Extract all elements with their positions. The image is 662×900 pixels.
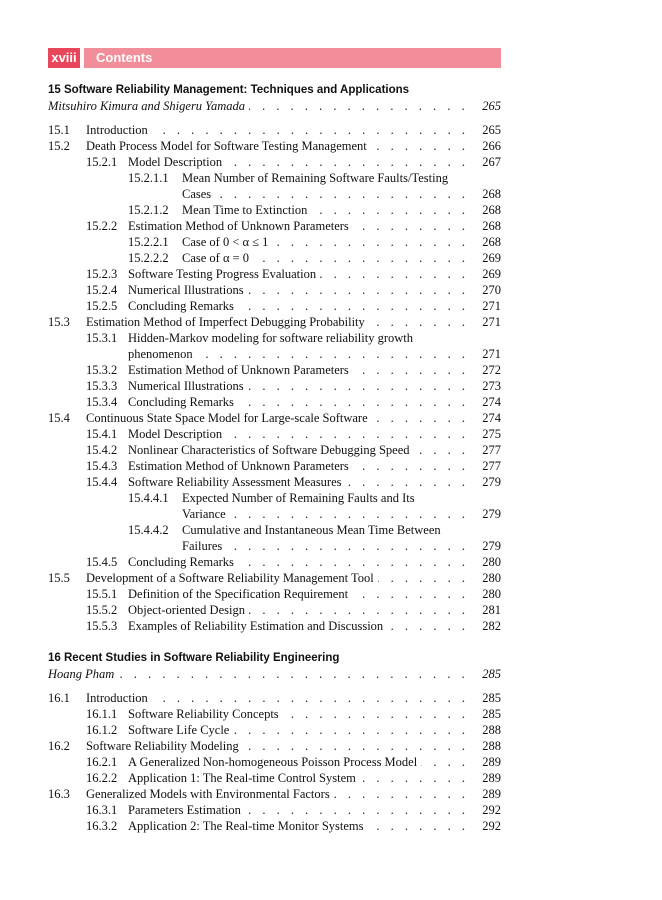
page-number: 289	[482, 771, 501, 785]
page-number: 288	[482, 723, 501, 737]
entry-number: 15.2.3	[86, 267, 118, 281]
dot-leader	[378, 570, 469, 586]
entry-number: 16.3.1	[86, 803, 118, 817]
entry-title: A Generalized Non-homogeneous Poisson Process Model	[128, 755, 418, 769]
toc-entry	[48, 738, 501, 754]
toc-entry	[48, 570, 501, 586]
entry-title: Software Reliability Assessment Measures	[128, 475, 342, 489]
toc-entry	[48, 138, 501, 154]
entry-title: Introduction	[86, 691, 148, 705]
dot-leader	[253, 250, 469, 266]
dot-leader	[215, 186, 469, 202]
page-number: 266	[482, 139, 501, 153]
entry-number: 15.2.1	[86, 155, 118, 169]
page-number: 280	[482, 587, 501, 601]
page-number: 271	[482, 299, 501, 313]
page-number: 267	[482, 155, 501, 169]
entry-number: 15.4.3	[86, 459, 118, 473]
entry-number: 15.5.1	[86, 587, 118, 601]
entry-title: Concluding Remarks	[128, 395, 234, 409]
toc-entry-continuation	[48, 186, 501, 202]
entry-title: Estimation Method of Imperfect Debugging Probability	[86, 315, 365, 329]
dot-leader	[353, 458, 469, 474]
page-number: 268	[482, 235, 501, 249]
entry-title: Mean Number of Remaining Software Faults/Testing	[182, 171, 449, 185]
entry-title-continued: Failures	[182, 539, 223, 553]
page-number: 280	[482, 571, 501, 585]
entry-number: 15.2.2	[86, 219, 118, 233]
entry-title: Development of a Software Reliability Management Tool	[86, 571, 374, 585]
dot-leader	[371, 138, 469, 154]
page-number: 269	[482, 251, 501, 265]
entry-number: 15.5	[48, 571, 70, 585]
page-number: 282	[482, 619, 501, 633]
toc-entry	[48, 522, 501, 538]
toc-entry	[48, 754, 501, 770]
page-number: 265	[482, 123, 501, 137]
toc-entry	[48, 802, 501, 818]
entry-title: Mean Time to Extinction	[182, 203, 308, 217]
toc-entry-continuation	[48, 538, 501, 554]
chapter-title: 15 Software Reliability Management: Techniques and Applications	[48, 84, 410, 96]
header-section-title: Contents	[84, 48, 501, 68]
dot-leader	[249, 98, 469, 114]
entry-title: Application 2: The Real-time Monitor Systems	[128, 819, 364, 833]
page-number: 281	[482, 603, 501, 617]
dot-leader	[248, 378, 469, 394]
dot-leader	[249, 602, 469, 618]
dot-leader	[311, 202, 469, 218]
toc-entry	[48, 266, 501, 282]
page-number: 277	[482, 459, 501, 473]
entry-number: 15.4.2	[86, 443, 118, 457]
toc-entry-continuation	[48, 346, 501, 362]
toc-entry	[48, 298, 501, 314]
dot-leader	[226, 426, 469, 442]
chapter-author: Hoang Pham	[48, 667, 115, 681]
page-number: 285	[482, 707, 501, 721]
entry-number: 15.5.2	[86, 603, 118, 617]
entry-title: Software Reliability Modeling	[86, 739, 239, 753]
entry-number: 15.4.1	[86, 427, 118, 441]
chapter-author-line	[48, 98, 501, 114]
entry-title: Software Testing Progress Evaluation	[128, 267, 317, 281]
page-number: 285	[482, 667, 501, 681]
entry-number: 16.2	[48, 739, 70, 753]
entry-title: Hidden-Markov modeling for software reliability growth	[128, 331, 413, 345]
toc-entry	[48, 218, 501, 234]
entry-number: 15.1	[48, 123, 70, 137]
page-number: 277	[482, 443, 501, 457]
toc-entry	[48, 786, 501, 802]
entry-title-continued: Variance	[182, 507, 226, 521]
table-of-contents	[48, 80, 501, 834]
page-number: 274	[482, 395, 501, 409]
entry-title: Concluding Remarks	[128, 555, 234, 569]
entry-title: Death Process Model for Software Testing Management	[86, 139, 367, 153]
toc-entry	[48, 234, 501, 250]
entry-number: 15.3.4	[86, 395, 118, 409]
entry-title: Software Reliability Concepts	[128, 707, 279, 721]
toc-entry	[48, 362, 501, 378]
entry-title: Case of 0 < α ≤ 1	[182, 235, 269, 249]
dot-leader	[243, 738, 469, 754]
dot-leader	[369, 314, 469, 330]
toc-entry	[48, 586, 501, 602]
dot-leader	[226, 154, 469, 170]
dot-leader	[245, 802, 469, 818]
entry-number: 15.2.4	[86, 283, 118, 297]
dot-leader	[283, 706, 469, 722]
dot-leader	[272, 234, 469, 250]
toc-entry	[48, 770, 501, 786]
entry-number: 15.3.2	[86, 363, 118, 377]
entry-title: Continuous State Space Model for Large-scale Software	[86, 411, 368, 425]
entry-number: 15.4.4.1	[128, 491, 169, 505]
entry-number: 15.2.1.1	[128, 171, 169, 185]
entry-title: Introduction	[86, 123, 148, 137]
page-number: 268	[482, 203, 501, 217]
dot-leader	[352, 586, 469, 602]
chapter-gap	[48, 634, 501, 648]
page-number: 265	[482, 99, 501, 113]
page-number: 270	[482, 283, 501, 297]
dot-leader	[320, 266, 469, 282]
toc-entry	[48, 250, 501, 266]
dot-leader	[387, 618, 469, 634]
toc-entry	[48, 426, 501, 442]
entry-number: 15.2.5	[86, 299, 118, 313]
page-number: 272	[482, 363, 501, 377]
page-number: 279	[482, 539, 501, 553]
entry-title: Software Life Cycle	[128, 723, 230, 737]
chapter-author: Mitsuhiro Kimura and Shigeru Yamada	[48, 99, 246, 113]
dot-leader	[334, 786, 469, 802]
toc-entry	[48, 458, 501, 474]
entry-title: Object-oriented Design	[128, 603, 245, 617]
dot-leader	[346, 474, 469, 490]
entry-title: Nonlinear Characteristics of Software Debugging Speed	[128, 443, 410, 457]
toc-entry	[48, 330, 501, 346]
entry-number: 15.2.1.2	[128, 203, 169, 217]
page-number: 271	[482, 315, 501, 329]
entry-number: 15.3.1	[86, 331, 118, 345]
toc-entry	[48, 706, 501, 722]
page-number: 275	[482, 427, 501, 441]
entry-title: Model Description	[128, 427, 223, 441]
toc-entry	[48, 202, 501, 218]
toc-entry	[48, 378, 501, 394]
toc-entry	[48, 394, 501, 410]
page-number: 274	[482, 411, 501, 425]
entry-number: 15.2.2.1	[128, 235, 169, 249]
dot-leader	[197, 346, 469, 362]
toc-entry	[48, 818, 501, 834]
dot-leader	[238, 394, 469, 410]
entry-title: Estimation Method of Unknown Parameters	[128, 219, 349, 233]
entry-title: Model Description	[128, 155, 223, 169]
toc-entry	[48, 314, 501, 330]
header-page-number: xviii	[48, 48, 80, 68]
toc-entry	[48, 722, 501, 738]
toc-entry	[48, 618, 501, 634]
entry-title: Definition of the Specification Requirement	[128, 587, 349, 601]
dot-leader	[152, 122, 469, 138]
entry-number: 15.4.5	[86, 555, 118, 569]
dot-leader	[238, 554, 469, 570]
toc-entry	[48, 154, 501, 170]
entry-title: Examples of Reliability Estimation and Discussion	[128, 619, 384, 633]
entry-number: 15.4	[48, 411, 70, 425]
toc-entry-continuation	[48, 506, 501, 522]
entry-number: 16.1.2	[86, 723, 118, 737]
dot-leader	[233, 722, 469, 738]
dot-leader	[248, 282, 469, 298]
toc-entry	[48, 554, 501, 570]
toc-entry	[48, 282, 501, 298]
toc-entry	[48, 490, 501, 506]
entry-title-continued: phenomenon	[128, 347, 193, 361]
entry-title: Cumulative and Instantaneous Mean Time Between	[182, 523, 441, 537]
page-number: 292	[482, 819, 501, 833]
page-number: 280	[482, 555, 501, 569]
dot-leader	[360, 770, 469, 786]
toc-entry	[48, 442, 501, 458]
entry-title: Expected Number of Remaining Faults and Its	[182, 491, 415, 505]
entry-title: Case of α = 0	[182, 251, 250, 265]
running-header	[48, 48, 501, 68]
dot-leader	[152, 690, 469, 706]
entry-title: Concluding Remarks	[128, 299, 234, 313]
page-number: 288	[482, 739, 501, 753]
entry-number: 15.2.2.2	[128, 251, 169, 265]
page-number: 279	[482, 507, 501, 521]
entry-number: 16.3.2	[86, 819, 118, 833]
dot-leader	[368, 818, 469, 834]
entry-number: 15.4.4	[86, 475, 118, 489]
toc-entry	[48, 474, 501, 490]
toc-entry	[48, 170, 501, 186]
entry-number: 16.1.1	[86, 707, 118, 721]
entry-title: Estimation Method of Unknown Parameters	[128, 363, 349, 377]
dot-leader	[230, 506, 469, 522]
entry-number: 16.2.1	[86, 755, 118, 769]
entry-title: Parameters Estimation	[128, 803, 241, 817]
dot-leader	[238, 298, 469, 314]
entry-number: 15.3.3	[86, 379, 118, 393]
entry-number: 15.2	[48, 139, 70, 153]
dot-leader	[118, 666, 469, 682]
dot-leader	[226, 538, 469, 554]
dot-leader	[353, 362, 469, 378]
entry-number: 15.5.3	[86, 619, 118, 633]
dot-leader	[372, 410, 469, 426]
entry-number: 15.3	[48, 315, 70, 329]
page-number: 273	[482, 379, 501, 393]
chapter-title: 16 Recent Studies in Software Reliability Engineering	[48, 652, 340, 664]
entry-title: Generalized Models with Environmental Factors	[86, 787, 330, 801]
entry-number: 16.3	[48, 787, 70, 801]
toc-entry	[48, 122, 501, 138]
page-number: 279	[482, 475, 501, 489]
entry-title: Application 1: The Real-time Control System	[128, 771, 356, 785]
entry-number: 15.4.4.2	[128, 523, 169, 537]
page-number: 289	[482, 787, 501, 801]
dot-leader	[353, 218, 469, 234]
dot-leader	[414, 442, 469, 458]
dot-leader	[421, 754, 469, 770]
toc-entry	[48, 410, 501, 426]
entry-title: Numerical Illustrations	[128, 379, 244, 393]
chapter-author-line	[48, 666, 501, 682]
page-number: 285	[482, 691, 501, 705]
page-number: 271	[482, 347, 501, 361]
page-number: 268	[482, 219, 501, 233]
page-number: 269	[482, 267, 501, 281]
entry-title-continued: Cases	[182, 187, 212, 201]
toc-entry	[48, 690, 501, 706]
entry-number: 16.2.2	[86, 771, 118, 785]
entry-title: Estimation Method of Unknown Parameters	[128, 459, 349, 473]
toc-entry	[48, 602, 501, 618]
entry-number: 16.1	[48, 691, 70, 705]
entry-title: Numerical Illustrations	[128, 283, 244, 297]
page-number: 268	[482, 187, 501, 201]
page-number: 292	[482, 803, 501, 817]
page-number: 289	[482, 755, 501, 769]
